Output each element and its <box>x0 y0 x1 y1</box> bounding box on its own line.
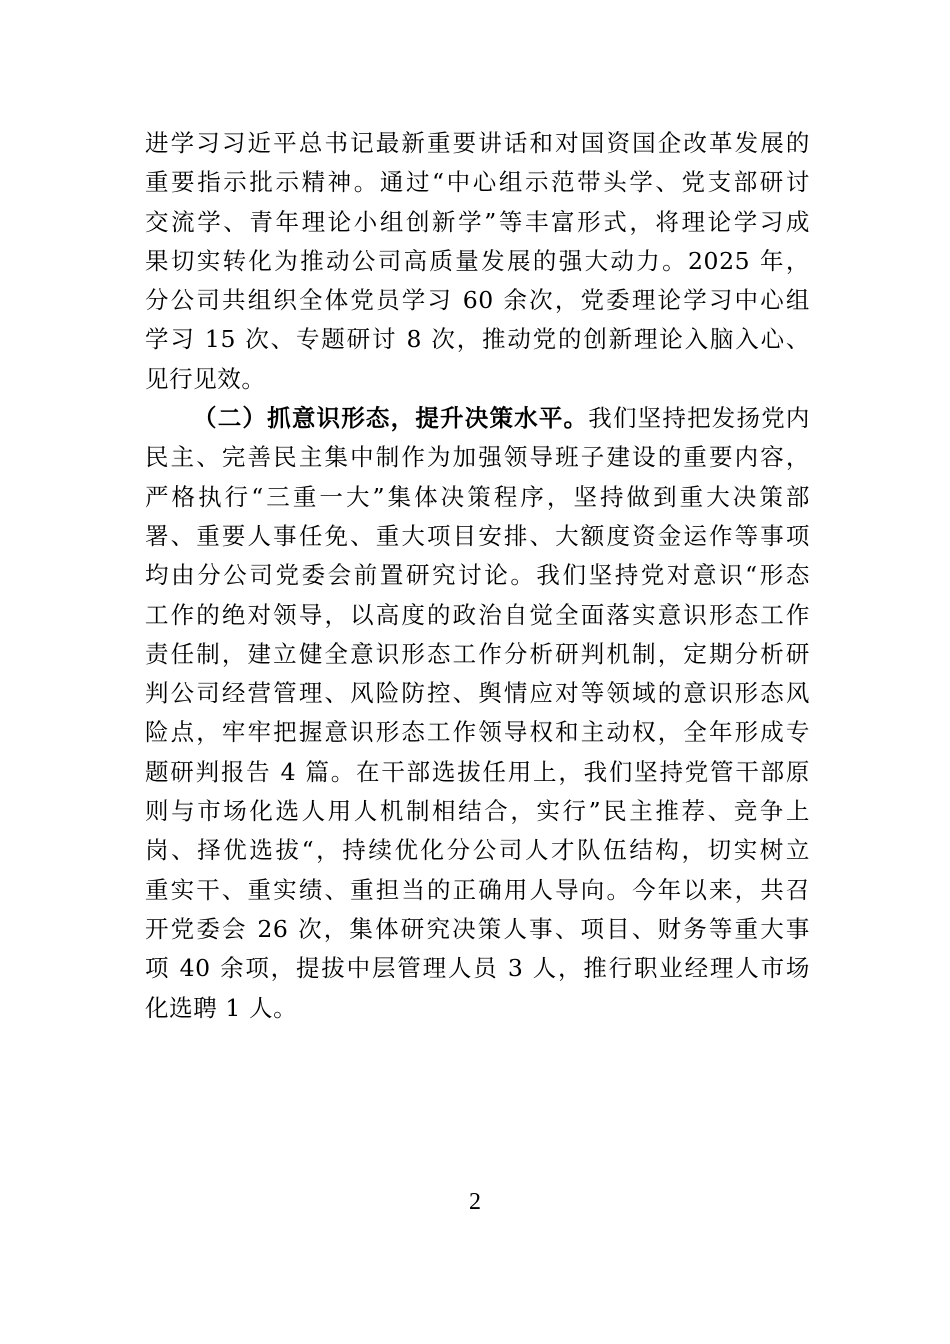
text-line: 题研判报告 4 篇。在干部选拔任用上，我们坚持党管干部原 <box>145 757 810 786</box>
text-line: 判公司经营管理、风险防控、舆情应对等领域的意识形态风 <box>145 679 810 708</box>
section-heading: （二）抓意识形态，提升决策水平。 <box>193 404 589 433</box>
text-line: 项 40 余项，提拔中层管理人员 3 人，推行职业经理人市场 <box>145 954 810 983</box>
text-line <box>145 399 810 438</box>
text-line: 则与市场化选人用人机制相结合，实行”民主推荐、竞争上 <box>145 797 810 826</box>
text-line: 重实干、重实绩、重担当的正确用人导向。今年以来，共召 <box>145 875 810 904</box>
text-line: 岗、择优选拔“，持续优化分公司人才队伍结构，切实树立 <box>145 836 810 865</box>
text-line: 严格执行“三重一大”集体决策程序，坚持做到重大决策部 <box>145 482 810 511</box>
text-line: 分公司共组织全体党员学习 60 余次，党委理论学习中心组 <box>145 286 810 315</box>
text-line: 果切实转化为推动公司高质量发展的强大动力。2025 年， <box>145 246 810 275</box>
text-line: 化选聘 1 人。 <box>145 993 298 1022</box>
text-line: 均由分公司党委会前置研究讨论。我们坚持党对意识“形态 <box>145 561 810 590</box>
text-line: 见行见效。 <box>145 364 266 393</box>
text-line: 民主、完善民主集中制作为加强领导班子建设的重要内容， <box>145 443 810 472</box>
text-line: 交流学、青年理论小组创新学”等丰富形式，将理论学习成 <box>145 207 810 236</box>
text-line: 工作的绝对领导，以高度的政治自觉全面落实意识形态工作 <box>145 600 810 629</box>
paragraph-2 <box>145 399 810 1028</box>
text-line: 进学习习近平总书记最新重要讲话和对国资国企改革发展的 <box>145 129 810 157</box>
page-number: 2 <box>469 1189 481 1215</box>
body-text <box>145 124 810 1028</box>
heading-line-text: 我们坚持把发扬党内 <box>588 404 810 433</box>
text-line: 险点，牢牢把握意识形态工作领导权和主动权，全年形成专 <box>145 718 810 747</box>
text-line: 开党委会 26 次，集体研究决策人事、项目、财务等重大事 <box>145 914 810 943</box>
text-line: 重要指示批示精神。通过“中心组示范带头学、党支部研讨 <box>145 168 810 197</box>
text-line: 署、重要人事任免、重大项目安排、大额度资金运作等事项 <box>145 521 810 550</box>
text-line: 责任制，建立健全意识形态工作分析研判机制，定期分析研 <box>145 639 810 668</box>
text-line: 学习 15 次、专题研讨 8 次，推动党的创新理论入脑入心、 <box>145 325 810 354</box>
paragraph-1 <box>145 124 810 399</box>
